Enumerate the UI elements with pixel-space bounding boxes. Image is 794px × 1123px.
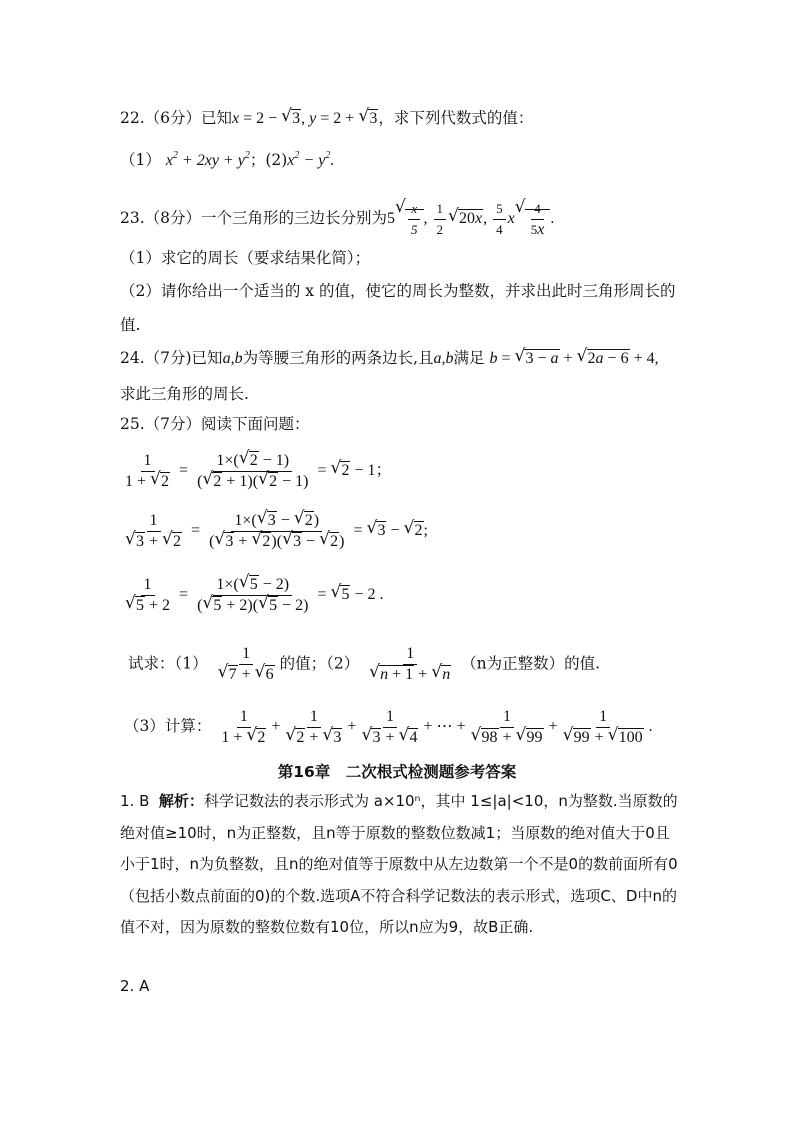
q24-line2: 求此三角形的周长. [120,385,249,403]
answer-1 [120,786,678,944]
answer-1-number: 1. B [120,792,150,810]
q25-ask-mid: 的值；（2） [279,654,360,673]
q25-example-2: 1 √ 3 + √ 2 = $\frac{1\times(√ 3 - √ 2)}{(√ 3 + √ 2)(√ 3 - √ 2)}$ = √ 3 − √ 2; [120,512,428,551]
q25-example-3: 1 √ 5 + 2 = $\frac{1\times(√ 5 - 2)}{(√ 5 + 2)(√ 5 - 2)}$ = √ 5 − 2 . [120,576,384,615]
q25-ask-suffix: （n为正整数）的值. [461,654,601,673]
q24-stem-b: 为等腰三角形的两条边长,且 [242,349,434,367]
answer-2: 2. A [120,977,150,995]
answer-section-title: 第16章 二次根式检测题参考答案 [277,763,517,781]
q22-part1-label: （1） [120,151,161,169]
q25-calc [124,708,653,747]
answer-1-text: 科学记数法的表示形式为 a×10ⁿ，其中 1≤|a|<10，n为整数.当原数的绝对值≥10时，n为正整数，且n等于原数的整数位数减1；当原数的绝对值大于0且小于1时，n为负整数，且n的绝对值等于原数中从左边数第一个不是0的数前面所有0（包括小数点前面的0)的个数.选项A不符合科学记数法的表示形式，选项C、D中n的值不对，因为原数的整数位数有10位，所以n应为9，故B正确. [120,792,678,936]
q22-part1-expr: $x^2 + 2xy + y^2$ [165,150,250,169]
q25-ask: 试求：（1） 1 √ 7 + √ 6 的值；（2） 1 √ n + 1 + √ n （n为正整数）的值. [128,645,600,684]
q22-stem-b: ，求下列代数式的值： [378,109,534,127]
question-22-stem: 22.（6分）已知x = 2 − √ 3, y = 2 + √ 3，求下列代数式的值： [120,108,533,129]
q24-condition: b = √ 3 − a + √ 2a − 6 + 4, [489,350,658,367]
q22-stem-a: 22.（6分）已知 [120,109,233,127]
q25-example-1: $\frac{1}{1 + √ 2}$ = $\frac{1\times(√ 2 - 1)}{(√ 2 + 1)(√ 2 - 1)}$ = √ 2 − 1； [120,452,392,491]
question-22-parts [120,150,334,171]
q23-stem: 23.（8分）一个三角形的三边长分别为 [120,209,388,228]
q23-sides: 5 √ $\frac{x}{5}$ , $\frac{1}{2}$ √ 20x, $\frac{5}{4}$ x √ $\frac{4}{5x}$ . [387,210,554,227]
q23-sub2: （2）请你给出一个适当的 x 的值，使它的周长为整数，并求出此时三角形周长的值. [120,282,676,334]
q22-part2-expr: $x^2 - y^2$. [287,150,335,169]
q25-ask-prefix: 试求：（1） [128,654,208,673]
q24-ab: a,b [222,350,243,367]
q25-calc-expr: $\frac{1}{1 + √ 2}$ + 1 √ 2 + √ 3 + 1 √ 3 + √ 4 + ⋯ + 1 √ 98 + √ 99 + 1 √ 99 + √ 100 . [216,718,652,735]
question-24-stem: 24.（7分)已知a,b为等腰三角形的两条边长,且a,b满足 b = √ 3 − a + √ 2a − 6 + 4, [120,348,659,369]
answer-1-label: 解析： [158,792,204,810]
q22-given-values: x [232,110,240,127]
question-23-stem [120,200,554,239]
q25-calc-label: （3）计算： [124,717,212,736]
q23-sub1: （1）求它的周长（要求结果化简）； [120,249,371,267]
q25-stem: 25.（7分）阅读下面问题： [120,415,310,433]
q22-part2-label: ；(2) [249,151,288,169]
q24-stem-a: 24.（7分)已知 [120,349,223,367]
q24-stem-c: 满足 [453,349,485,367]
